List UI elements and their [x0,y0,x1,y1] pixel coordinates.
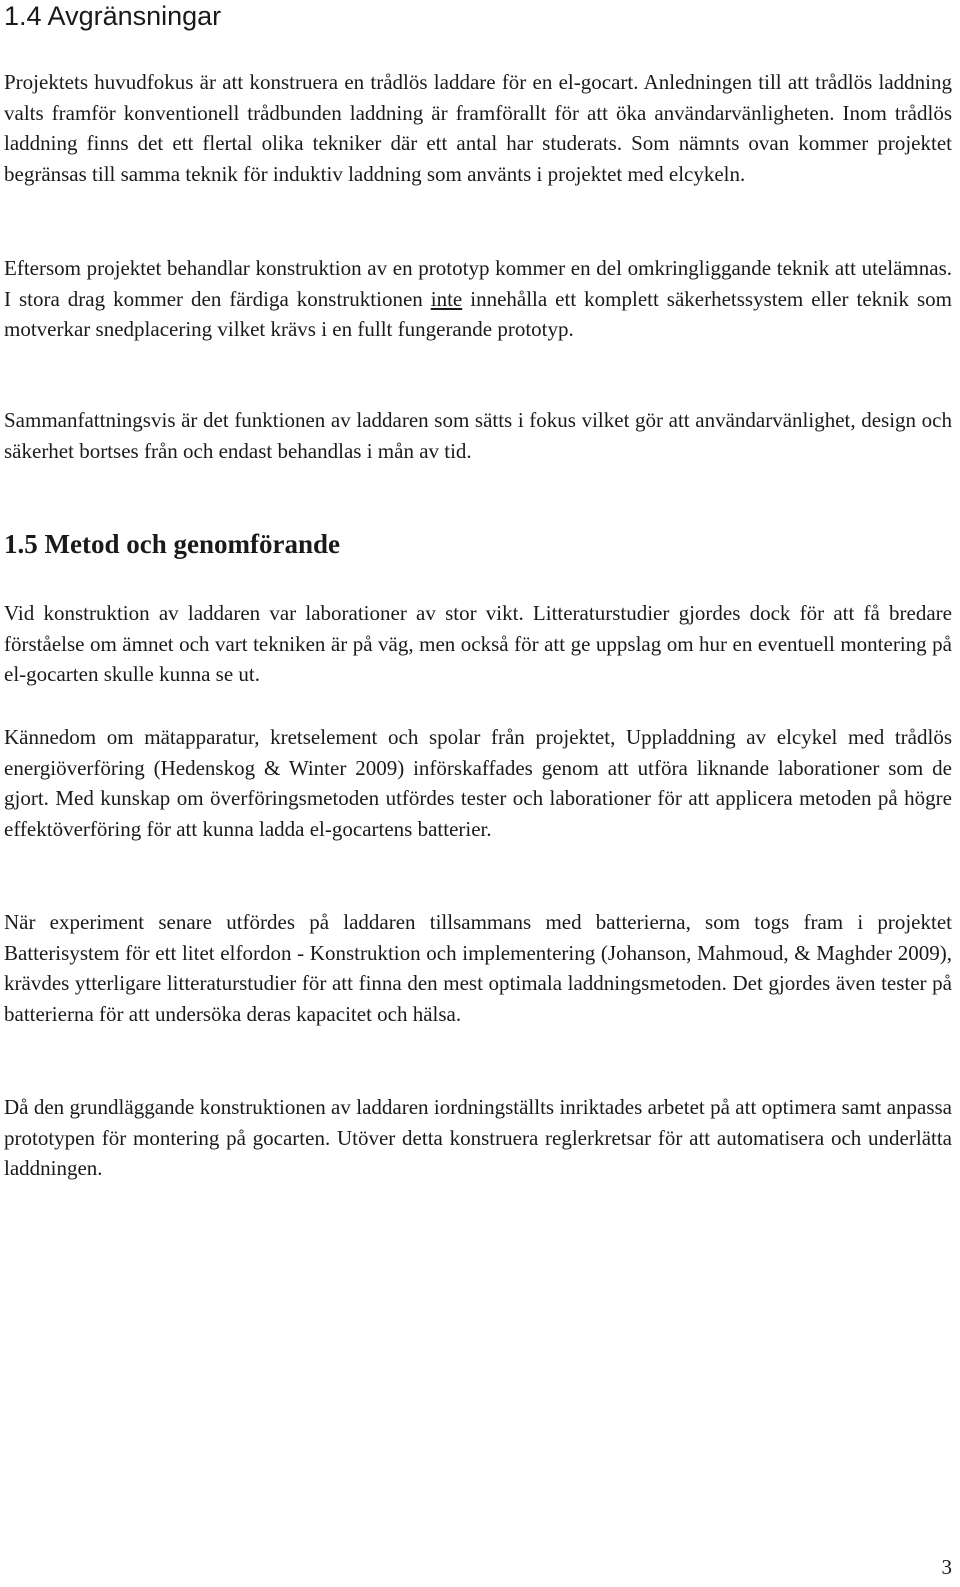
paragraph-scope-exclusions [4,253,952,345]
paragraph-method-experiments: När experiment senare utfördes på laddaren tillsammans med batterierna, som togs fram i projektet Batterisystem för ett litet elfordon - Konstruktion och implementering (Johanson, Mahmoud, & Maghder 2009), krävdes ytterligare litteraturstudier för att finna den mest optimala laddningsmetoden. Det gjordes även tester på batterierna för att undersöka deras kapacitet och hälsa. [4,910,952,1026]
paragraph-scope-focus: Projektets huvudfokus är att konstruera en trådlös laddare för en el-gocart. Anledningen till att trådlös laddning valts framför konventionell trådbunden laddning är framförallt för att öka användarvänligheten. Inom trådlös laddning finns det ett flertal olika tekniker där ett antal har studerats. Som nämnts ovan kommer projektet begränsas till samma teknik för induktiv laddning som använts i projektet med elcykeln. [4,70,952,186]
paragraph-method-optimization: Då den grundläggande konstruktionen av laddaren iordningställts inriktades arbetet på att optimera samt anpassa prototypen för montering på gocarten. Utöver detta konstruera reglerkretsar för att automatisera och underlätta laddningen. [4,1095,952,1181]
underlined-word: inte [430,286,463,311]
paragraph-method-knowledge: Kännedom om mätapparatur, kretselement och spolar från projektet, Uppladdning av elcykel med trådlös energiöverföring (Hedenskog & Winter 2009) införskaffades genom att utföra liknande laborationer som de gjort. Med kunskap om överföringsmetoden utfördes tester och laborationer för att applicera metoden på högre effektöverföring för att kunna ladda el-gocartens batterier. [4,725,952,841]
paragraph-method-labs: Vid konstruktion av laddaren var laborationer av stor vikt. Litteraturstudier gjordes dock för att få bredare förståelse om ämnet och vart tekniken är på väg, men också för att ge uppslag om hur en eventuell montering på el-gocarten skulle kunna se ut. [4,601,952,687]
paragraph-scope-summary: Sammanfattningsvis är det funktionen av laddaren som sätts i fokus vilket gör att användarvänlighet, design och säkerhet bortses från och endast behandlas i mån av tid. [4,408,952,463]
paragraph-text-after: innehålla ett komplett säkerhetssystem eller teknik som motverkar snedplacering vilket krävs i en fullt fungerande prototyp. [4,286,952,342]
section-heading-metod: 1.5 Metod och genomförande [4,529,340,559]
section-heading-avgransningar: 1.4 Avgränsningar [4,1,222,31]
page-number: 3 [941,1555,952,1579]
paragraph-text-before: Eftersom projektet behandlar konstruktion av en prototyp kommer en del omkringliggande teknik att utelämnas. I stora drag kommer den färdiga konstruktionen [4,256,952,311]
